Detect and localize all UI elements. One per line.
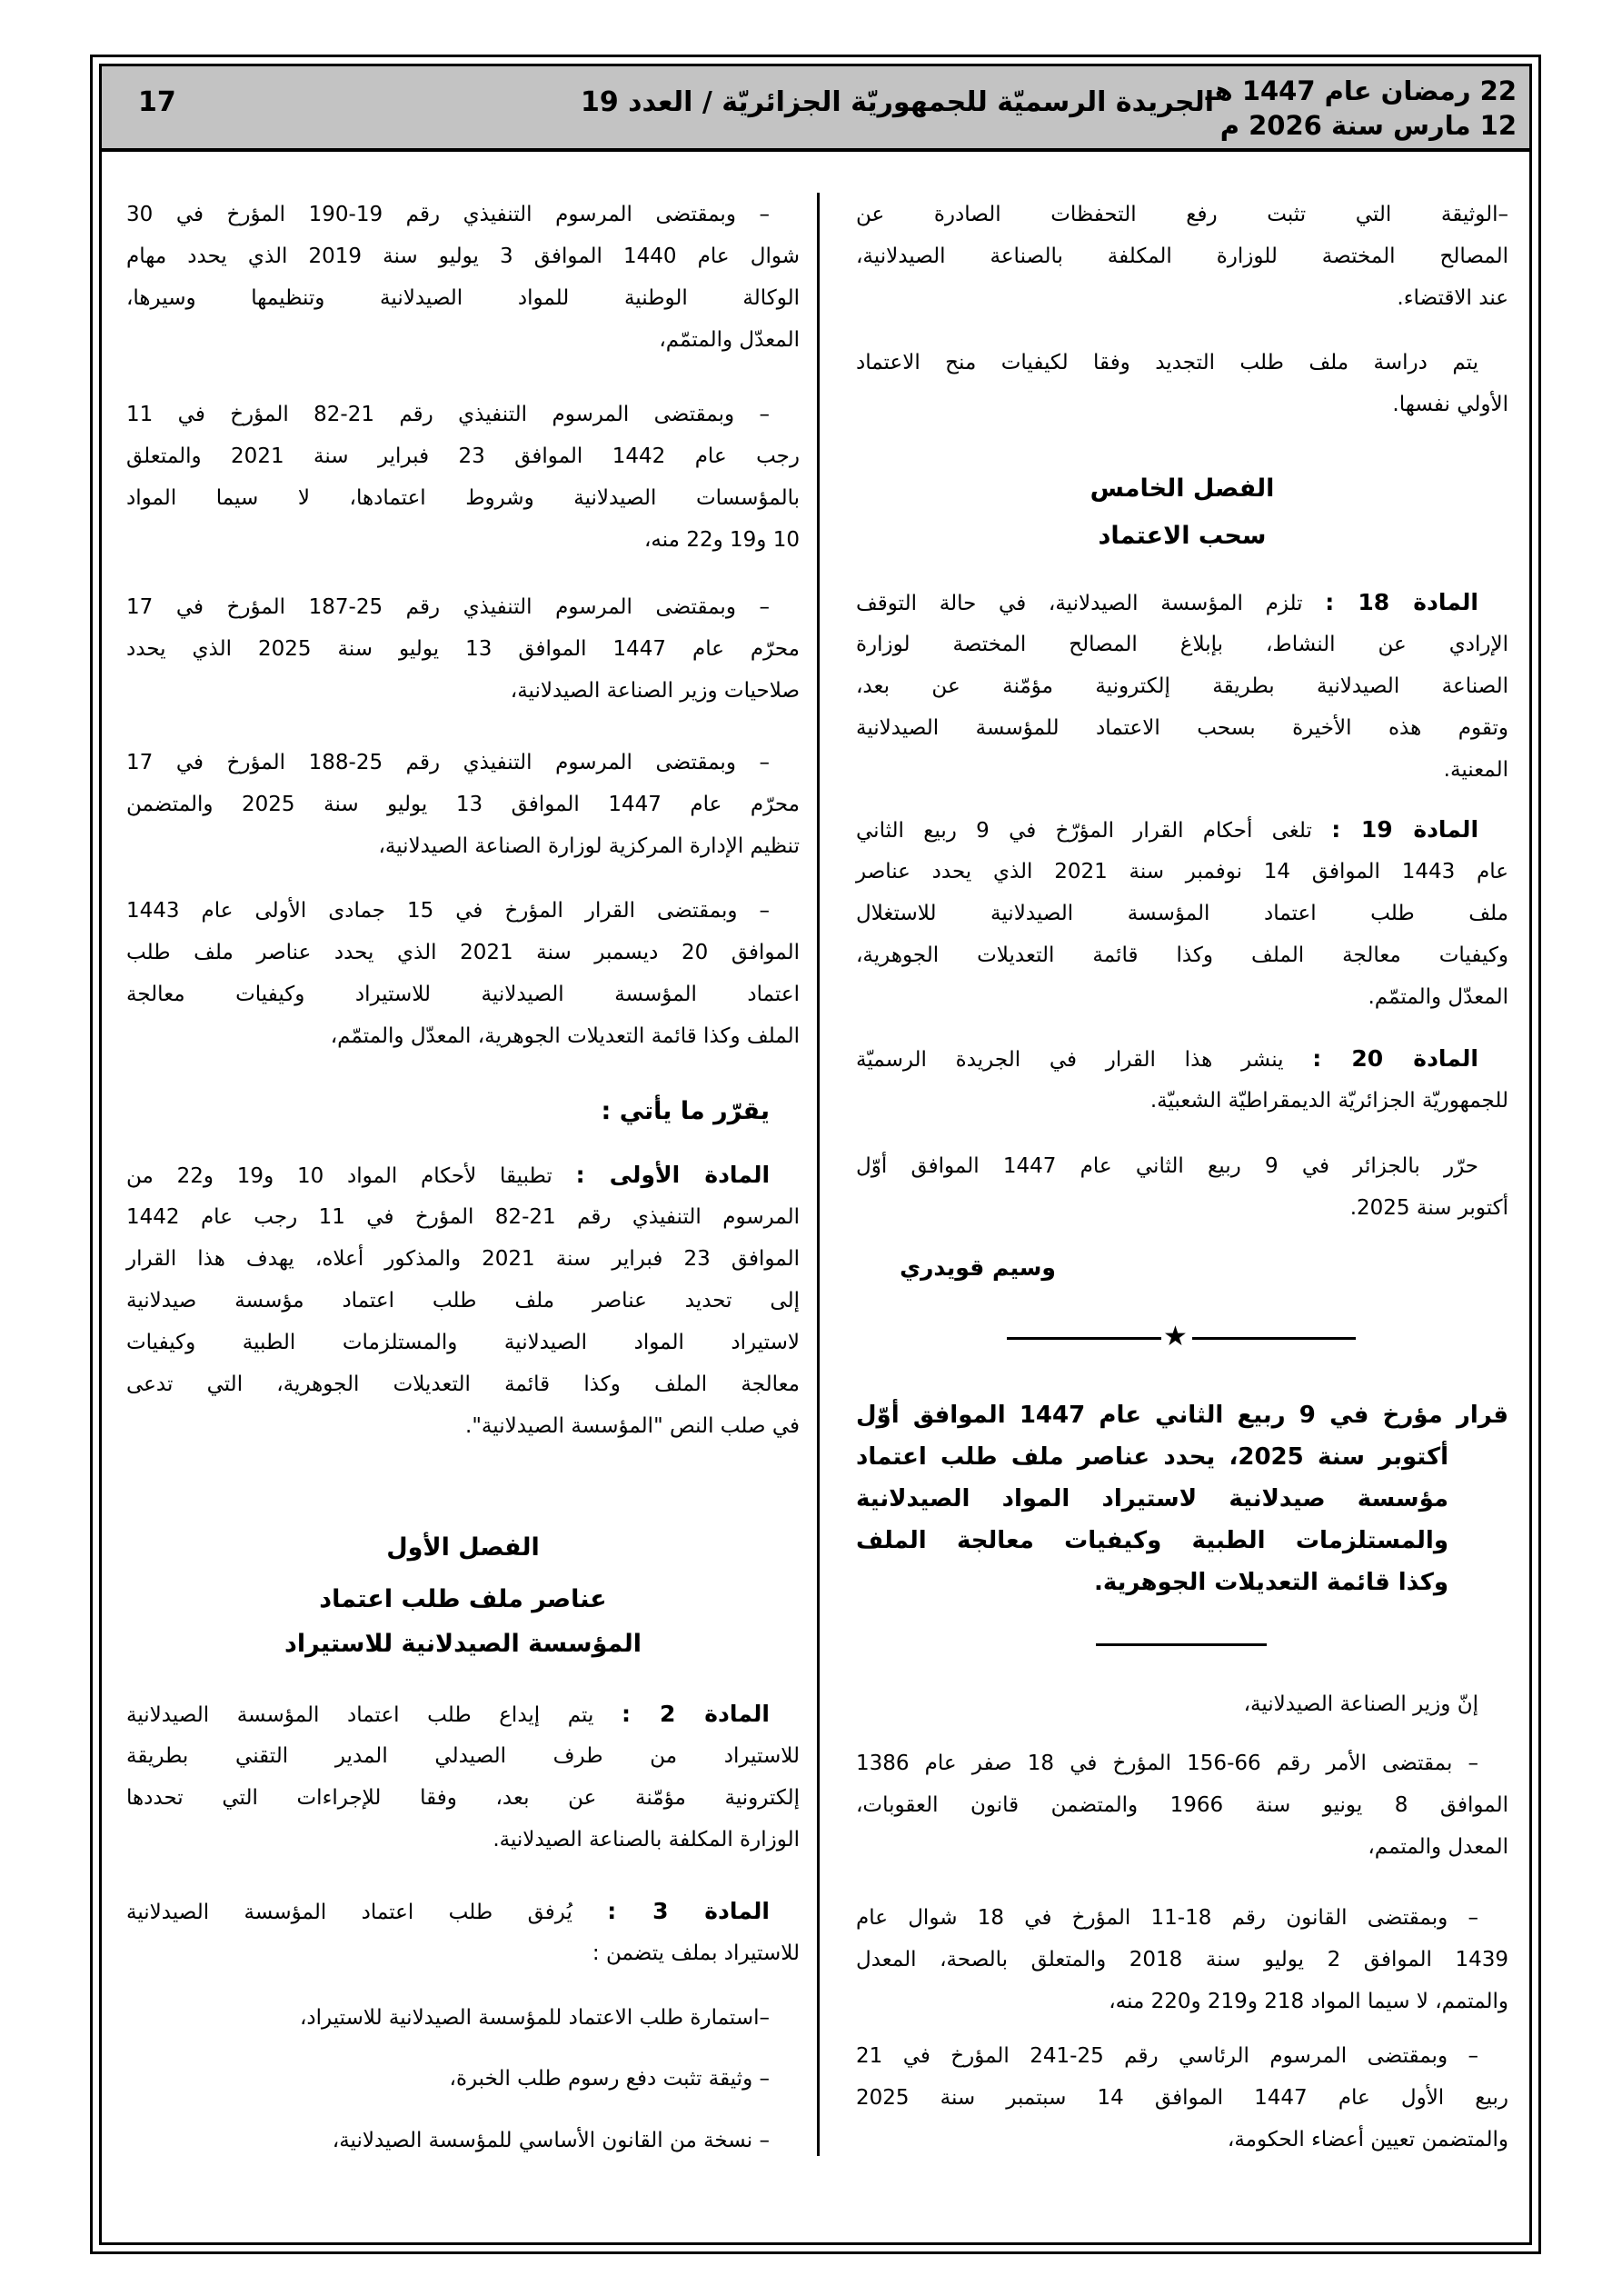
line-text: رجب عام 1442 الموافق 23 فبراير سنة 2021 والمتعلق — [126, 444, 800, 468]
text-line — [856, 1187, 1508, 1229]
line-text: تنظيم الإدارة المركزية لوزارة الصناعة الصيدلانية، — [378, 834, 800, 858]
article-label: المادة 20 : — [1312, 1045, 1478, 1072]
visa-paragraph — [126, 742, 800, 867]
visa-paragraph — [856, 1897, 1508, 2022]
text-line — [856, 1683, 1508, 1725]
text-line — [126, 784, 800, 825]
title-line: وكذا قائمة التعديلات الجوهرية. — [1093, 1569, 1448, 1596]
text-line — [126, 477, 800, 519]
text-line — [856, 1742, 1508, 1784]
line-text: صلاحيات وزير الصناعة الصيدلانية، — [510, 679, 800, 703]
text-line — [126, 1997, 800, 2039]
line-text: والمتضمن تعيين أعضاء الحكومة، — [1227, 2128, 1508, 2151]
article-2 — [126, 1693, 800, 1861]
line-text: الأولي نفسها. — [1392, 393, 1508, 416]
text-line — [126, 394, 800, 435]
text-line — [856, 749, 1508, 791]
text-line — [856, 2119, 1508, 2161]
text-line — [126, 973, 800, 1015]
line-text: إنّ وزير الصناعة الصيدلانية، — [1243, 1692, 1478, 1716]
text-line — [856, 1939, 1508, 1981]
text-line — [856, 976, 1508, 1018]
column-divider — [817, 193, 820, 2156]
line-text: إلى تحديد عناصر ملف طلب اعتماد مؤسسة صيدلانية — [126, 1289, 800, 1313]
text-line — [126, 1154, 800, 1196]
line-text: أكتوبر سنة 2025. — [1349, 1196, 1508, 1220]
visa-paragraph — [856, 2035, 1508, 2161]
text-line — [126, 319, 800, 361]
text-line — [126, 277, 800, 319]
line-text: يتم دراسة ملف طلب التجديد وفقا لكيفيات منح الاعتماد — [856, 351, 1478, 374]
text-line — [856, 235, 1508, 277]
visa-paragraph — [856, 1742, 1508, 1868]
line-text: – وبمقتضى المرسوم التنفيذي رقم 25-187 المؤرخ في 17 — [126, 595, 770, 619]
article-3 — [126, 1891, 800, 1974]
line-text: للاستيراد من طرف الصيدلي المدير التقني بطريقة — [126, 1744, 800, 1768]
article-label: المادة الأولى : — [575, 1162, 771, 1188]
line-text: الوكالة الوطنية للمواد الصيدلانية وتنظيمها وسيرها، — [126, 286, 800, 310]
signature-name: وسيم قويدري — [900, 1254, 1056, 1281]
line-text: اعتماد المؤسسة الصيدلانية للاستيراد وكيفيات معالجة — [126, 983, 800, 1006]
text-line — [856, 1981, 1508, 2022]
line-text: وتقوم هذه الأخيرة بسحب الاعتماد للمؤسسة الصيدلانية — [856, 716, 1508, 740]
article-1 — [126, 1154, 800, 1447]
list-item — [126, 2058, 800, 2100]
article-20 — [856, 1038, 1508, 1122]
line-text: بالمؤسسات الصيدلانية وشروط اعتمادها، لا سيما المواد — [126, 486, 800, 510]
chapter-subheading: المؤسسة الصيدلانية للاستيراد — [284, 1630, 642, 1658]
line-text: الوزارة المكلفة بالصناعة الصيدلانية. — [493, 1828, 800, 1852]
list-item — [126, 1997, 800, 2039]
text-line — [126, 1693, 800, 1735]
line-text: تلغى أحكام القرار المؤرّخ في 9 ربيع الثاني — [856, 819, 1332, 843]
article-label: المادة 2 : — [621, 1701, 770, 1727]
chapter-subheading: سحب الاعتماد — [1098, 522, 1267, 550]
line-text: – وثيقة تثبت دفع رسوم طلب الخبرة، — [449, 2067, 770, 2091]
text-line — [126, 2120, 800, 2161]
text-line — [856, 1897, 1508, 1939]
article-label: المادة 19 : — [1331, 816, 1479, 843]
line-text: الإرادي عن النشاط، بإبلاغ المصالح المختصة لوزارة — [856, 633, 1508, 656]
line-text: تلزم المؤسسة الصيدلانية، في حالة التوقف — [856, 592, 1326, 615]
line-text: 1439 الموافق 2 يوليو سنة 2018 والمتعلق بالصحة، المعدل — [856, 1948, 1508, 1972]
paragraph — [856, 194, 1508, 319]
page-number: 17 — [138, 86, 176, 118]
title-line: أكتوبر سنة 2025، يحدد عناصر ملف طلب اعتماد — [856, 1443, 1448, 1471]
text-line — [856, 665, 1508, 707]
decision-title — [856, 1394, 1508, 1603]
text-line — [126, 2058, 800, 2100]
text-line — [856, 342, 1508, 384]
text-line — [856, 2035, 1508, 2077]
text-line — [856, 1784, 1508, 1826]
text-line — [126, 1777, 800, 1819]
text-line — [126, 1322, 800, 1363]
line-text: إلكترونية مؤمّنة عن بعد، وفقا للإجراءات التي تحددها — [126, 1786, 800, 1810]
line-text: المرسوم التنفيذي رقم 21-82 المؤرخ في 11 رجب عام 1442 — [126, 1205, 800, 1229]
article-label: المادة 18 : — [1325, 589, 1478, 615]
text-line — [126, 890, 800, 932]
text-line — [126, 586, 800, 628]
line-text: – وبمقتضى القرار المؤرخ في 15 جمادى الأولى عام 1443 — [126, 899, 771, 923]
text-line — [126, 1015, 800, 1057]
article-label: المادة 3 : — [607, 1898, 770, 1924]
text-line — [856, 893, 1508, 934]
line-text: يُرفق طلب اعتماد المؤسسة الصيدلانية — [126, 1901, 608, 1924]
visa-paragraph — [126, 194, 800, 361]
line-text: – وبمقتضى المرسوم التنفيذي رقم 19-190 المؤرخ في 30 — [126, 203, 770, 226]
line-text: –الوثيقة التي تثبت رفع التحفظات الصادرة عن — [856, 203, 1508, 226]
separator-rule-left — [1007, 1337, 1161, 1340]
line-text: عند الاقتضاء. — [1397, 286, 1508, 310]
line-text: –استمارة طلب الاعتماد للمؤسسة الصيدلانية للاستيراد، — [299, 2006, 770, 2030]
line-text: للاستيراد بملف يتضمن : — [592, 1942, 800, 1965]
chapter-heading: الفصل الأول — [386, 1533, 540, 1562]
paragraph — [856, 342, 1508, 425]
visa-paragraph — [126, 586, 800, 712]
header-date-hijri: 22 رمضان عام 1447 هـ — [1205, 75, 1517, 106]
line-text: المصالح المختصة للوزارة المكلفة بالصناعة الصيدلانية، — [856, 245, 1508, 268]
text-line — [126, 435, 800, 477]
text-line — [126, 628, 800, 670]
text-line — [856, 2077, 1508, 2119]
line-text: المعدل والمتمم، — [1368, 1835, 1508, 1859]
journal-title: الجريدة الرسميّة للجمهوريّة الجزائريّة / العدد 19 — [580, 86, 1215, 118]
line-text: المعدّل والمتمّم، — [659, 328, 800, 352]
title-line: قرار مؤرخ في 9 ربيع الثاني عام 1447 الموافق أوّل — [856, 1402, 1509, 1429]
text-line — [856, 194, 1508, 235]
header-date-gregorian: 12 مارس سنة 2026 م — [1219, 110, 1517, 141]
chapter-subheading: عناصر ملف طلب اعتماد — [319, 1585, 607, 1613]
line-text: – وبمقتضى القانون رقم 18-11 المؤرخ في 18 شوال عام — [856, 1906, 1478, 1930]
line-text: 10 و19 و22 منه، — [643, 528, 800, 552]
text-line — [126, 1363, 800, 1405]
text-line — [126, 1280, 800, 1322]
line-text: – بمقتضى الأمر رقم 66-156 المؤرخ في 18 صفر عام 1386 — [856, 1752, 1478, 1775]
title-line: مؤسسة صيدلانية لاستيراد المواد الصيدلانية — [856, 1485, 1448, 1512]
text-line — [856, 624, 1508, 665]
visa-paragraph — [126, 394, 800, 561]
text-line — [856, 582, 1508, 624]
line-text: الموافق 8 يونيو سنة 1966 والمتضمن قانون العقوبات، — [856, 1793, 1508, 1817]
text-line — [856, 809, 1508, 851]
line-text: – وبمقتضى المرسوم التنفيذي رقم 25-188 المؤرخ في 17 — [126, 751, 770, 774]
text-line — [856, 851, 1508, 893]
text-line — [856, 934, 1508, 976]
text-line — [126, 1819, 800, 1861]
line-text: في صلب النص "المؤسسة الصيدلانية". — [465, 1414, 800, 1438]
text-line — [126, 825, 800, 867]
text-line — [856, 707, 1508, 749]
line-text: – وبمقتضى المرسوم الرئاسي رقم 25-241 المؤرخ في 21 — [856, 2044, 1478, 2068]
line-text: محرّم عام 1447 الموافق 13 يوليو سنة 2025 الذي يحدد — [126, 637, 800, 661]
line-text: للجمهوريّة الجزائريّة الديمقراطيّة الشعبيّة. — [1149, 1089, 1508, 1113]
line-text: والمتمم، لا سيما المواد 218 و219 و220 منه، — [1109, 1990, 1508, 2013]
line-text: الموافق 23 فبراير سنة 2021 والمذكور أعلاه، يهدف هذا القرار — [126, 1247, 800, 1271]
line-text: عام 1443 الموافق 14 نوفمبر سنة 2021 الذي يحدد عناصر — [856, 860, 1508, 883]
text-line — [126, 1891, 800, 1932]
text-line — [126, 194, 800, 235]
text-line — [856, 1038, 1508, 1080]
text-line — [126, 1405, 800, 1447]
text-line — [856, 1080, 1508, 1122]
article-18 — [856, 582, 1508, 791]
text-line — [856, 277, 1508, 319]
text-line — [126, 1735, 800, 1777]
line-text: تطبيقا لأحكام المواد 10 و19 و22 من — [126, 1164, 576, 1188]
separator-rule-right — [1192, 1337, 1356, 1340]
page-header — [102, 66, 1529, 152]
line-text: المعنية. — [1443, 758, 1508, 782]
text-line — [856, 1145, 1508, 1187]
line-text: حرّر بالجزائر في 9 ربيع الثاني عام 1447 الموافق أوّل — [856, 1154, 1478, 1178]
text-line — [126, 670, 800, 712]
decides-heading: يقرّر ما يأتي : — [601, 1097, 770, 1125]
short-rule — [1096, 1643, 1267, 1646]
signing-place-date — [856, 1145, 1508, 1229]
line-text: محرّم عام 1447 الموافق 13 يوليو سنة 2025 والمتضمن — [126, 793, 800, 816]
line-text: الملف وكذا قائمة التعديلات الجوهرية، المعدّل والمتمّم، — [330, 1024, 800, 1048]
line-text: معالجة الملف وكذا قائمة التعديلات الجوهرية، التي تدعى — [126, 1373, 800, 1396]
text-line — [856, 384, 1508, 425]
text-line — [126, 1932, 800, 1974]
text-line — [126, 519, 800, 561]
line-text: ربيع الأول عام 1447 الموافق 14 سبتمبر سنة 2025 — [856, 2086, 1508, 2110]
title-line: والمستلزمات الطبية وكيفيات معالجة الملف — [856, 1527, 1448, 1554]
article-19 — [856, 809, 1508, 1018]
line-text: الصناعة الصيدلانية بطريقة إلكترونية مؤمّنة عن بعد، — [856, 674, 1508, 698]
list-item — [126, 2120, 800, 2161]
star-icon: ★ — [1163, 1321, 1188, 1353]
line-text: المعدّل والمتمّم. — [1368, 985, 1508, 1009]
text-line — [126, 742, 800, 784]
line-text: شوال عام 1440 الموافق 3 يوليو سنة 2019 الذي يحدد مهام — [126, 245, 801, 268]
text-line — [126, 1238, 800, 1280]
line-text: الموافق 20 ديسمبر سنة 2021 الذي يحدد عناصر ملف طلب — [126, 941, 800, 964]
line-text: – نسخة من القانون الأساسي للمؤسسة الصيدلانية، — [332, 2129, 770, 2152]
text-line — [126, 1196, 800, 1238]
minister-preamble — [856, 1683, 1508, 1725]
text-line — [126, 932, 800, 973]
chapter-heading: الفصل الخامس — [1090, 474, 1275, 503]
line-text: ينشر هذا القرار في الجريدة الرسميّة — [856, 1048, 1313, 1072]
line-text: يتم إيداع طلب اعتماد المؤسسة الصيدلانية — [126, 1703, 622, 1727]
text-line — [856, 1826, 1508, 1868]
line-text: ملف طلب اعتماد المؤسسة الصيدلانية للاستغلال — [856, 902, 1508, 925]
visa-paragraph — [126, 890, 800, 1057]
line-text: لاستيراد المواد الصيدلانية والمستلزمات الطبية وكيفيات — [126, 1331, 800, 1354]
text-line — [126, 235, 800, 277]
line-text: – وبمقتضى المرسوم التنفيذي رقم 21-82 المؤرخ في 11 — [126, 403, 770, 426]
line-text: وكيفيات معالجة الملف وكذا قائمة التعديلات الجوهرية، — [856, 943, 1508, 967]
